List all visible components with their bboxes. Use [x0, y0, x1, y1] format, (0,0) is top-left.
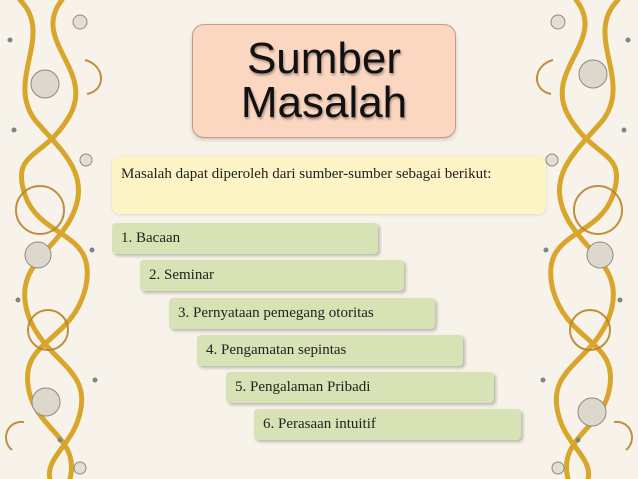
title-box: [192, 24, 456, 138]
list-item-seminar: 2. Seminar: [140, 260, 404, 291]
list-item-bacaan: 1. Bacaan: [112, 223, 378, 254]
decorative-gold-frame-right: [526, 0, 638, 479]
title-line-1: Sumber: [246, 34, 402, 83]
list-item-pengamatan-sepintas: 4. Pengamatan sepintas: [197, 335, 463, 366]
list-item-perasaan-intuitif: 6. Perasaan intuitif: [254, 409, 521, 440]
decorative-gold-frame-left: [0, 0, 112, 479]
list-item-pernyataan-pemegang-otoritas: 3. Pernyataan pemegang otoritas: [169, 298, 435, 329]
list-item-pengalaman-pribadi: 5. Pengalaman Pribadi: [226, 372, 494, 403]
title-line-2: Masalah: [240, 78, 408, 127]
intro-text: Masalah dapat diperoleh dari sumber-sumber sebagai berikut:: [112, 156, 546, 214]
